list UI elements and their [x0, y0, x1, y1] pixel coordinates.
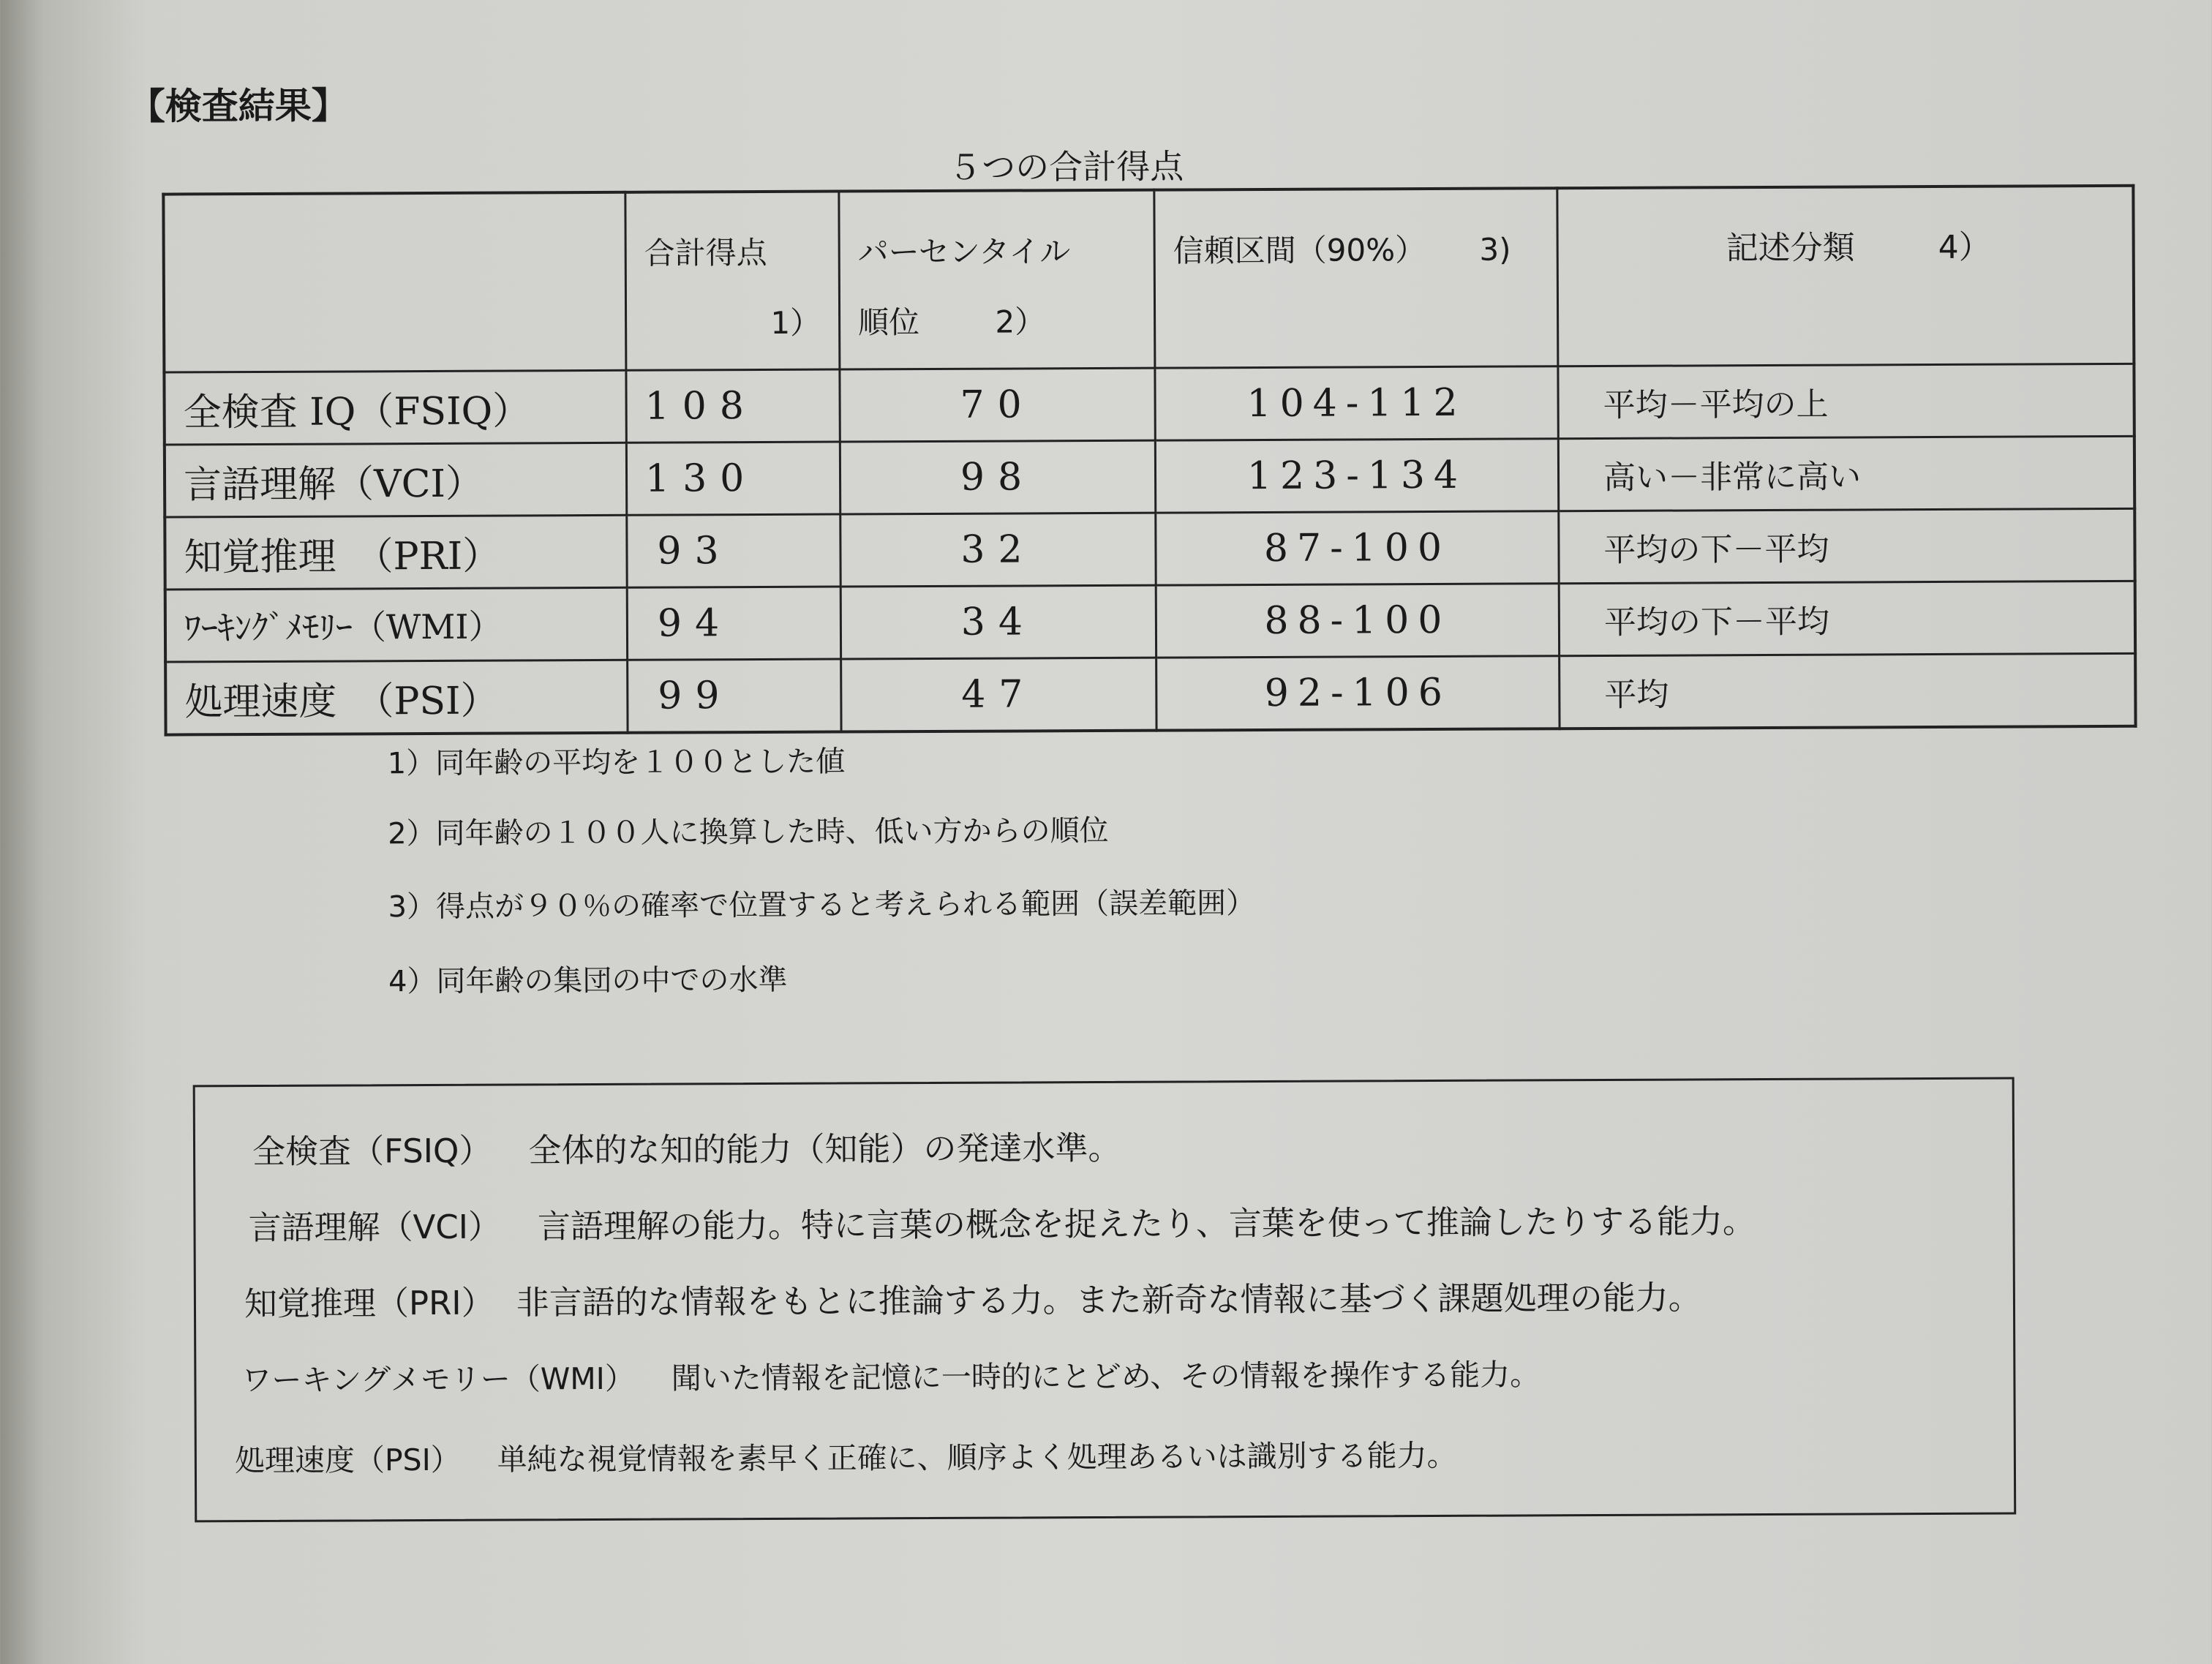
index-name: 処理速度 （PSI）	[165, 660, 628, 734]
table-header-row	[163, 186, 2134, 372]
header-confidence-interval	[1154, 188, 1558, 368]
definition-term: 処理速度（PSI）	[234, 1442, 461, 1479]
definition-desc: 非言語的な情報をもとに推論する力。また新奇な情報に基づく課題処理の能力。	[516, 1278, 1701, 1322]
definition-term: 知覚推理（PRI）	[244, 1283, 494, 1324]
header-label: 合計得点	[644, 234, 767, 271]
definition-term: 言語理解（VCI）	[248, 1207, 502, 1248]
section-heading: 【検査結果】	[128, 84, 348, 128]
percentile: 34	[840, 585, 1156, 659]
percentile: 98	[840, 440, 1155, 514]
header-label-2: 順位	[858, 304, 920, 341]
footnote-3: 3）得点が９０％の確率で位置すると考えられる範囲（誤差範囲）	[388, 886, 1256, 925]
footnote-4: 4）同年齢の集団の中での水準	[388, 963, 788, 999]
header-note: 3)	[1479, 231, 1511, 268]
definition-item	[248, 1194, 1756, 1249]
confidence-interval: 104-112	[1155, 366, 1558, 440]
percentile: 70	[840, 368, 1155, 442]
scores-table	[162, 184, 2137, 737]
category: 平均	[1560, 653, 2136, 729]
header-note: 2）	[995, 304, 1046, 340]
definition-term: ワーキングメモリー（WMI）	[241, 1360, 635, 1398]
footnote-1: 1）同年齢の平均を１００とした値	[387, 745, 846, 781]
header-note: 4）	[1938, 228, 1991, 266]
definition-item	[241, 1350, 1540, 1399]
header-label: 記述分類	[1726, 229, 1855, 268]
confidence-interval: 92-106	[1156, 656, 1560, 731]
definition-desc: 言語理解の能力。特に言葉の概念を捉えたり、言葉を使って推論したりする能力。	[537, 1202, 1756, 1246]
confidence-interval: 87-100	[1156, 511, 1559, 585]
index-name: 知覚推理 （PRI）	[165, 515, 627, 590]
header-note: 1）	[770, 304, 821, 341]
definition-desc: 聞いた情報を記憶に一時的にとどめ、その情報を操作する能力。	[671, 1357, 1540, 1396]
header-label: 信頼区間（90%）	[1173, 232, 1426, 269]
percentile: 47	[841, 658, 1156, 731]
definition-item	[244, 1270, 1701, 1325]
table-row	[165, 436, 2134, 517]
header-category	[1557, 186, 2134, 366]
header-label: パーセンタイル	[857, 233, 1071, 271]
footnote-2: 2）同年齢の１００人に換算した時、低い方からの順位	[388, 813, 1109, 851]
table-row	[164, 364, 2134, 445]
category: 高い－非常に高い	[1558, 436, 2134, 511]
table-row	[165, 581, 2135, 662]
index-name: 言語理解（VCI）	[165, 443, 627, 517]
percentile: 32	[840, 513, 1156, 587]
total-score: 99	[628, 659, 841, 733]
confidence-interval: 123-134	[1155, 439, 1558, 513]
table-row	[165, 653, 2135, 734]
category: 平均－平均の上	[1558, 364, 2134, 438]
header-empty	[163, 192, 626, 372]
confidence-interval: 88-100	[1156, 584, 1559, 658]
total-score: 94	[627, 587, 840, 660]
total-score: 130	[626, 442, 840, 515]
header-percentile	[839, 190, 1155, 369]
index-name: ﾜｰｷﾝｸﾞﾒﾓﾘｰ（WMI）	[165, 587, 628, 662]
category: 平均の下－平均	[1559, 581, 2135, 655]
total-score: 108	[626, 369, 840, 443]
index-name: 全検査 IQ（FSIQ）	[164, 370, 626, 445]
category: 平均の下－平均	[1559, 508, 2135, 583]
definition-item	[235, 1431, 1457, 1480]
total-score: 93	[627, 514, 840, 587]
table-row	[165, 508, 2134, 590]
definitions-box	[193, 1077, 2017, 1523]
definition-desc: 全体的な知的能力（知能）の発達水準。	[528, 1128, 1121, 1170]
definition-term: 全検査（FSIQ）	[252, 1131, 492, 1172]
definition-item	[252, 1121, 1121, 1172]
table-title: ５つの合計得点	[948, 146, 1184, 187]
header-total-score	[625, 192, 840, 371]
definition-desc: 単純な視覚情報を素早く正確に、順序よく処理あるいは識別する能力。	[497, 1437, 1457, 1477]
